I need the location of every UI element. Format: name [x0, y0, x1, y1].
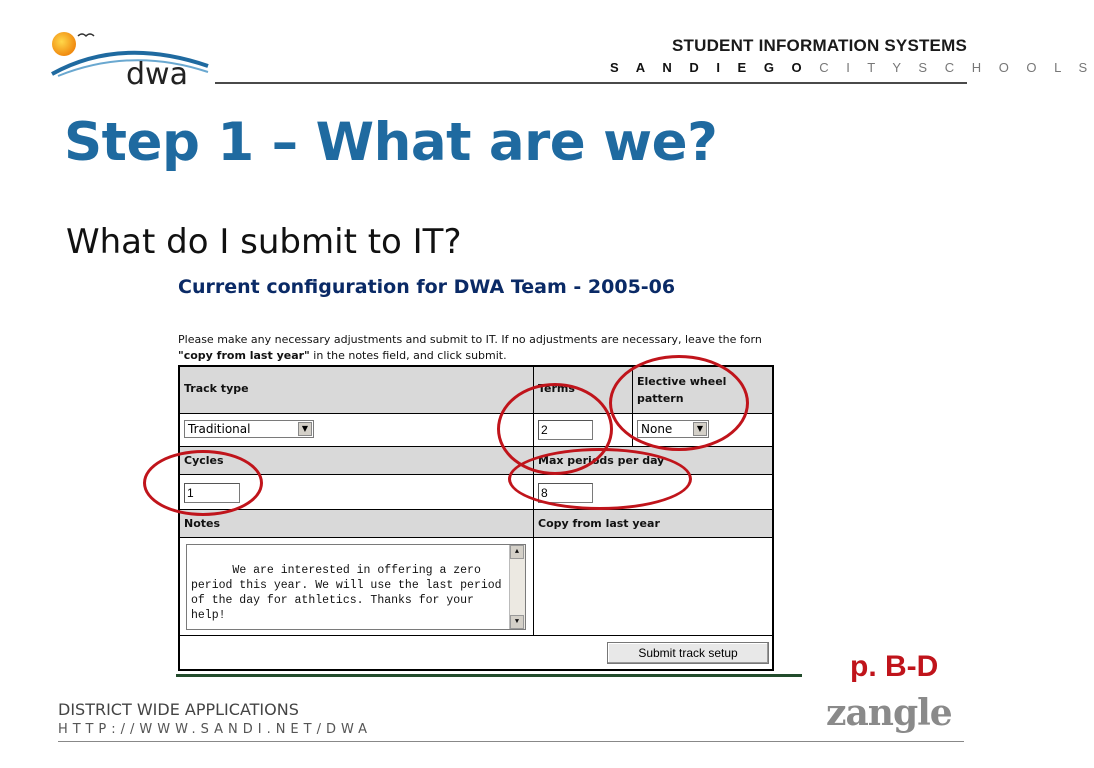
- slide-title: Step 1 – What are we?: [64, 112, 718, 173]
- footer-url: HTTP://WWW.SANDI.NET/DWA: [58, 722, 373, 737]
- terms-header-label: Terms: [538, 382, 575, 395]
- copy-from-last-year-header: Copy from last year: [538, 517, 660, 530]
- max-periods-header: Max periods per day: [538, 454, 665, 467]
- instructions-bold: "copy from last year": [178, 349, 310, 362]
- page-reference: p. B-D: [850, 650, 939, 683]
- panel-title: Current configuration for DWA Team - 2005-06: [178, 276, 676, 298]
- terms-input[interactable]: 2: [538, 420, 593, 440]
- cycles-input[interactable]: 1: [184, 483, 240, 503]
- district-name-light: C I T Y S C H O O L S: [819, 60, 1094, 75]
- dwa-logo: [48, 24, 218, 92]
- logo-text: dwa: [126, 57, 188, 92]
- value-row-3: [180, 537, 772, 635]
- submit-row: [180, 635, 772, 671]
- cycles-highlight-circle: [143, 450, 263, 516]
- district-name-bold: S A N D I E G O: [610, 60, 809, 75]
- bird-icon: [78, 34, 94, 36]
- track-type-header: [180, 367, 533, 413]
- header-divider: [215, 82, 967, 84]
- scroll-up-icon[interactable]: ▲: [510, 545, 524, 559]
- slide-subtitle: What do I submit to IT?: [66, 222, 462, 262]
- notes-text: We are interested in offering a zero period this year. We will use the last period of the day for athletics. Thanks for your help!: [191, 564, 509, 622]
- max-periods-input[interactable]: 8: [538, 483, 593, 503]
- track-type-header-label: Track type: [184, 382, 249, 395]
- header-row-3: [180, 509, 772, 537]
- notes-textarea[interactable]: [186, 544, 526, 630]
- footer-title: DISTRICT WIDE APPLICATIONS: [58, 700, 299, 719]
- instructions-line1: Please make any necessary adjustments and submit to IT. If no adjustments are necessary, leave the forn: [178, 333, 762, 346]
- track-type-value: Traditional: [188, 422, 251, 436]
- sun-icon: [52, 32, 76, 56]
- zangle-logo: zangle: [826, 692, 952, 734]
- scroll-down-icon[interactable]: ▼: [510, 615, 524, 629]
- green-divider: [176, 674, 802, 677]
- elective-wheel-value: None: [641, 422, 673, 436]
- elective-wheel-header-label: Elective wheel pattern: [637, 375, 727, 405]
- notes-scrollbar[interactable]: [509, 545, 525, 629]
- footer-divider: [58, 741, 964, 742]
- elective-wheel-highlight-circle: [609, 355, 749, 451]
- notes-header: Notes: [184, 517, 221, 530]
- cycles-header: Cycles: [184, 454, 224, 467]
- district-name: [610, 60, 1094, 75]
- dropdown-arrow-icon[interactable]: ▼: [298, 422, 312, 436]
- dropdown-arrow-icon[interactable]: ▼: [693, 422, 707, 436]
- max-periods-highlight-circle: [508, 448, 692, 510]
- track-type-select[interactable]: [184, 420, 314, 438]
- submit-track-setup-button[interactable]: Submit track setup: [607, 642, 769, 664]
- instructions-rest: in the notes field, and click submit.: [309, 349, 507, 362]
- system-title: STUDENT INFORMATION SYSTEMS: [671, 36, 967, 55]
